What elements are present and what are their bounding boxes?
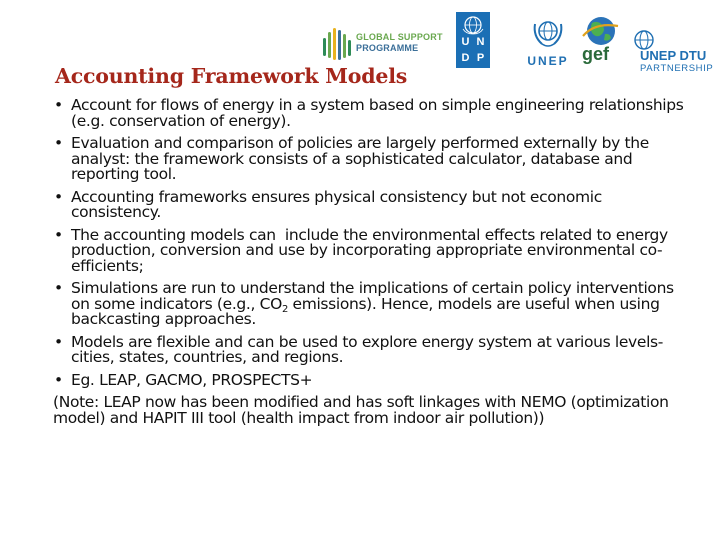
list-item (53, 187, 693, 221)
bullet-glyph: • (54, 279, 63, 297)
undp-letter-n: N (476, 36, 485, 48)
list-item (53, 332, 693, 366)
unep-wreath-icon (530, 14, 566, 50)
undp-letter-u: U (461, 36, 470, 48)
gsp-line1: GLOBAL SUPPORT (356, 32, 443, 42)
gef-text: gef (582, 44, 609, 64)
list-item (53, 136, 693, 183)
gef-logo (578, 14, 622, 66)
un-globe-icon (460, 15, 486, 35)
list-item (53, 370, 693, 389)
gef-globe-icon (580, 14, 620, 48)
unep-text: UNEP (527, 54, 569, 68)
bullet-glyph: • (54, 187, 63, 206)
co2-subscript: 2 (281, 303, 288, 315)
list-item (53, 281, 693, 328)
unep-logo (522, 14, 574, 68)
bullet-glyph: • (54, 96, 63, 114)
undp-logo (456, 12, 490, 68)
note-text: (Note: LEAP now has been modified and has soft linkages with NEMO (optimization model) and HAPIT III tool (health impact from indoor air pollution)) (53, 393, 669, 427)
bullet-text: Accounting frameworks ensures physical consistency but not economic consistency. (71, 187, 602, 221)
bullet-text: Eg. LEAP, GACMO, PROSPECTS+ (71, 370, 313, 389)
bullet-text: Models are flexible and can be used to explore energy system at various levels- cities, states, countries, and regions. (71, 332, 663, 366)
bullet-text-after: emissions). Hence, models are useful when using backcasting approaches. (71, 294, 660, 328)
bullet-list (53, 98, 693, 388)
bullet-glyph: • (54, 134, 63, 152)
dtu-line1: UNEP DTU (640, 48, 707, 63)
bullet-glyph: • (54, 225, 63, 244)
undp-letter-p: P (476, 52, 485, 64)
list-item (53, 225, 693, 275)
dtu-line2: PARTNERSHIP (640, 63, 714, 74)
bullet-text: The accounting models can include the environmental effects related to energy production, conversion and use by incorporating appropriate environmental co-efficients; (71, 225, 673, 275)
list-item (53, 98, 693, 129)
leaf-bars-icon (322, 26, 352, 62)
undp-letter-d: D (461, 52, 470, 64)
bullet-glyph: • (54, 332, 63, 351)
gsp-line2: PROGRAMME (356, 43, 419, 53)
slide-body (53, 98, 693, 426)
slide-title: Accounting Framework Models (55, 64, 408, 88)
bullet-glyph: • (54, 370, 63, 389)
bullet-text: Evaluation and comparison of policies are largely performed externally by the analyst: the framework consists of a sophisticated calculator, database and reporting tool. (71, 134, 649, 183)
unep-dtu-partnership-logo (632, 22, 720, 74)
bullet-text-before: Simulations are run to understand the implications of certain policy interventions on some indicators (e.g., CO (71, 279, 674, 313)
bullet-text (71, 279, 674, 328)
bullet-text: Account for flows of energy in a system based on simple engineering relationships (e.g. conservation of energy). (71, 96, 684, 130)
